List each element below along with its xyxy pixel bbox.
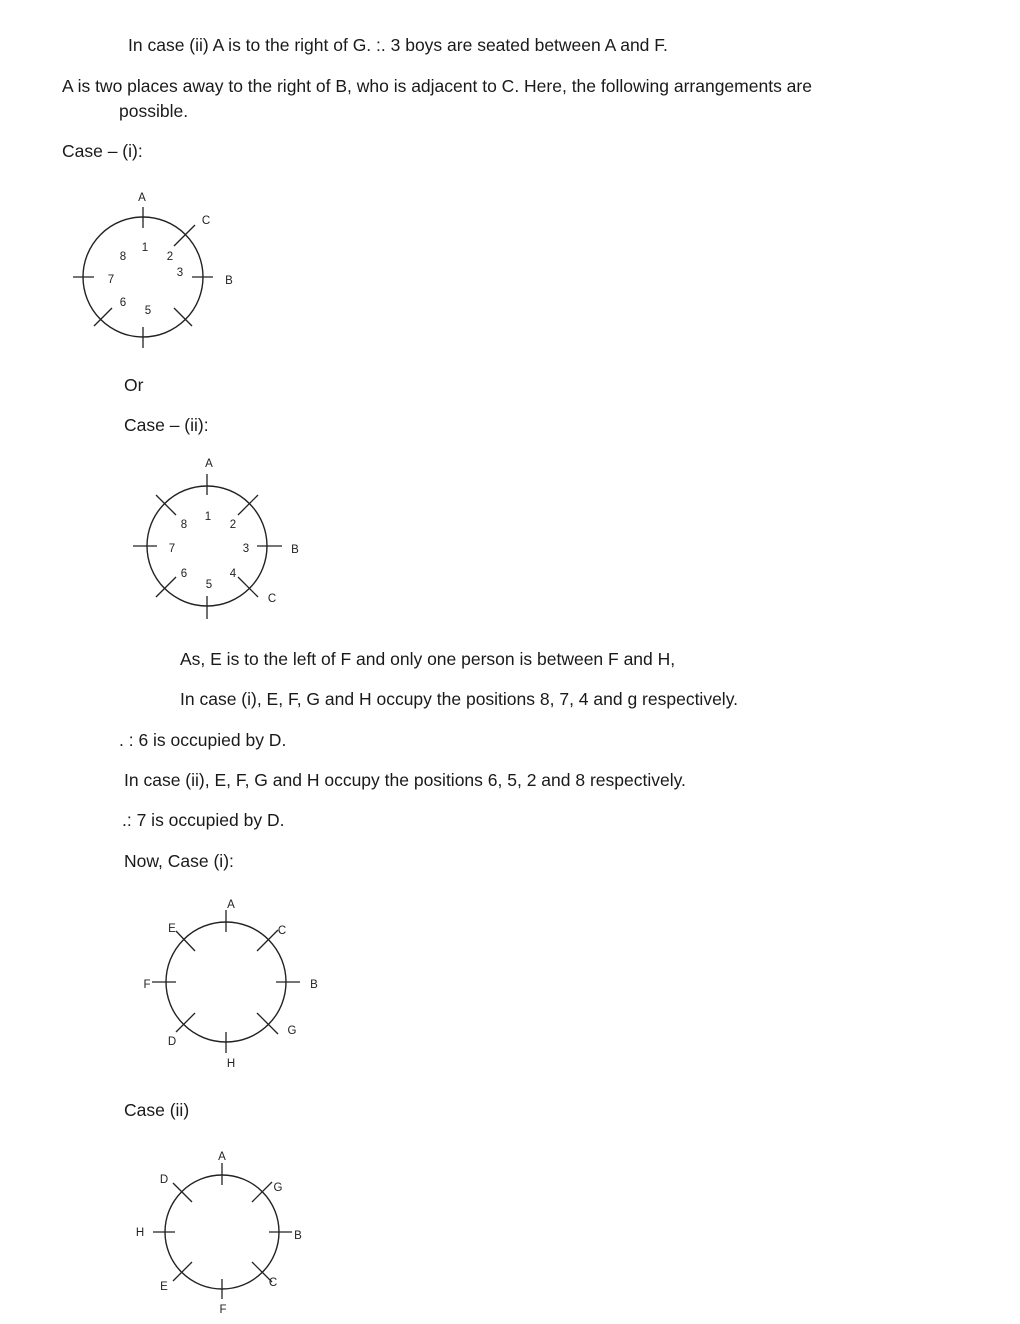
seat-number: 5 <box>144 305 152 317</box>
text-line-1: In case (ii) A is to the right of G. :. 3 boys are seated between A and F. <box>128 35 668 55</box>
case-ii-heading: Case – (ii): <box>124 415 209 435</box>
seat-number: 6 <box>119 297 127 309</box>
seat-number: 7 <box>107 274 115 286</box>
seat-number: 6 <box>180 568 188 580</box>
text-in-case-ii: In case (ii), E, F, G and H occupy the positions 6, 5, 2 and 8 respectively. <box>124 770 686 790</box>
person-label: F <box>143 979 151 991</box>
person-label: A <box>205 458 213 470</box>
seat-number: 8 <box>119 251 127 263</box>
seat-number: 7 <box>168 543 176 555</box>
person-label: C <box>277 925 287 937</box>
person-label: E <box>168 923 176 935</box>
person-label: H <box>135 1227 145 1239</box>
person-label: C <box>268 1277 278 1289</box>
person-label: B <box>225 275 233 287</box>
person-label: A <box>218 1151 226 1163</box>
person-label: B <box>294 1230 302 1242</box>
text-line-2a: A is two places away to the right of B, who is adjacent to C. Here, the following arrangements are <box>62 76 812 96</box>
person-label: D <box>159 1174 169 1186</box>
case-ii-final-heading: Case (ii) <box>124 1100 190 1120</box>
person-label: H <box>226 1058 236 1070</box>
seat-number: 5 <box>205 579 213 591</box>
text-in-case-i: In case (i), E, F, G and H occupy the positions 8, 7, 4 and g respectively. <box>180 689 739 709</box>
text-line-2b: possible. <box>119 101 189 121</box>
text-six-occupied: . : 6 is occupied by D. <box>119 730 287 750</box>
case-i-heading: Case – (i): <box>62 141 143 161</box>
person-label: G <box>273 1182 283 1194</box>
person-label: D <box>167 1036 177 1048</box>
person-label: C <box>201 215 211 227</box>
text-as: As, E is to the left of F and only one person is between F and H, <box>180 649 676 669</box>
person-label: G <box>287 1025 297 1037</box>
seat-number: 1 <box>204 511 212 523</box>
seat-number: 4 <box>229 568 237 580</box>
now-case-i-heading: Now, Case (i): <box>124 851 234 871</box>
seat-number: 3 <box>176 267 184 279</box>
person-label: A <box>138 192 146 204</box>
person-label: B <box>291 544 299 556</box>
person-label: E <box>160 1281 168 1293</box>
person-label: C <box>267 593 277 605</box>
seat-number: 2 <box>166 251 174 263</box>
person-label: A <box>227 899 235 911</box>
seat-number: 3 <box>242 543 250 555</box>
or-text: Or <box>124 375 144 395</box>
text-seven-occupied: .: 7 is occupied by D. <box>122 810 285 830</box>
seat-number: 8 <box>180 519 188 531</box>
person-label: F <box>219 1304 227 1316</box>
seat-number: 1 <box>141 242 149 254</box>
seat-number: 2 <box>229 519 237 531</box>
person-label: B <box>310 979 318 991</box>
